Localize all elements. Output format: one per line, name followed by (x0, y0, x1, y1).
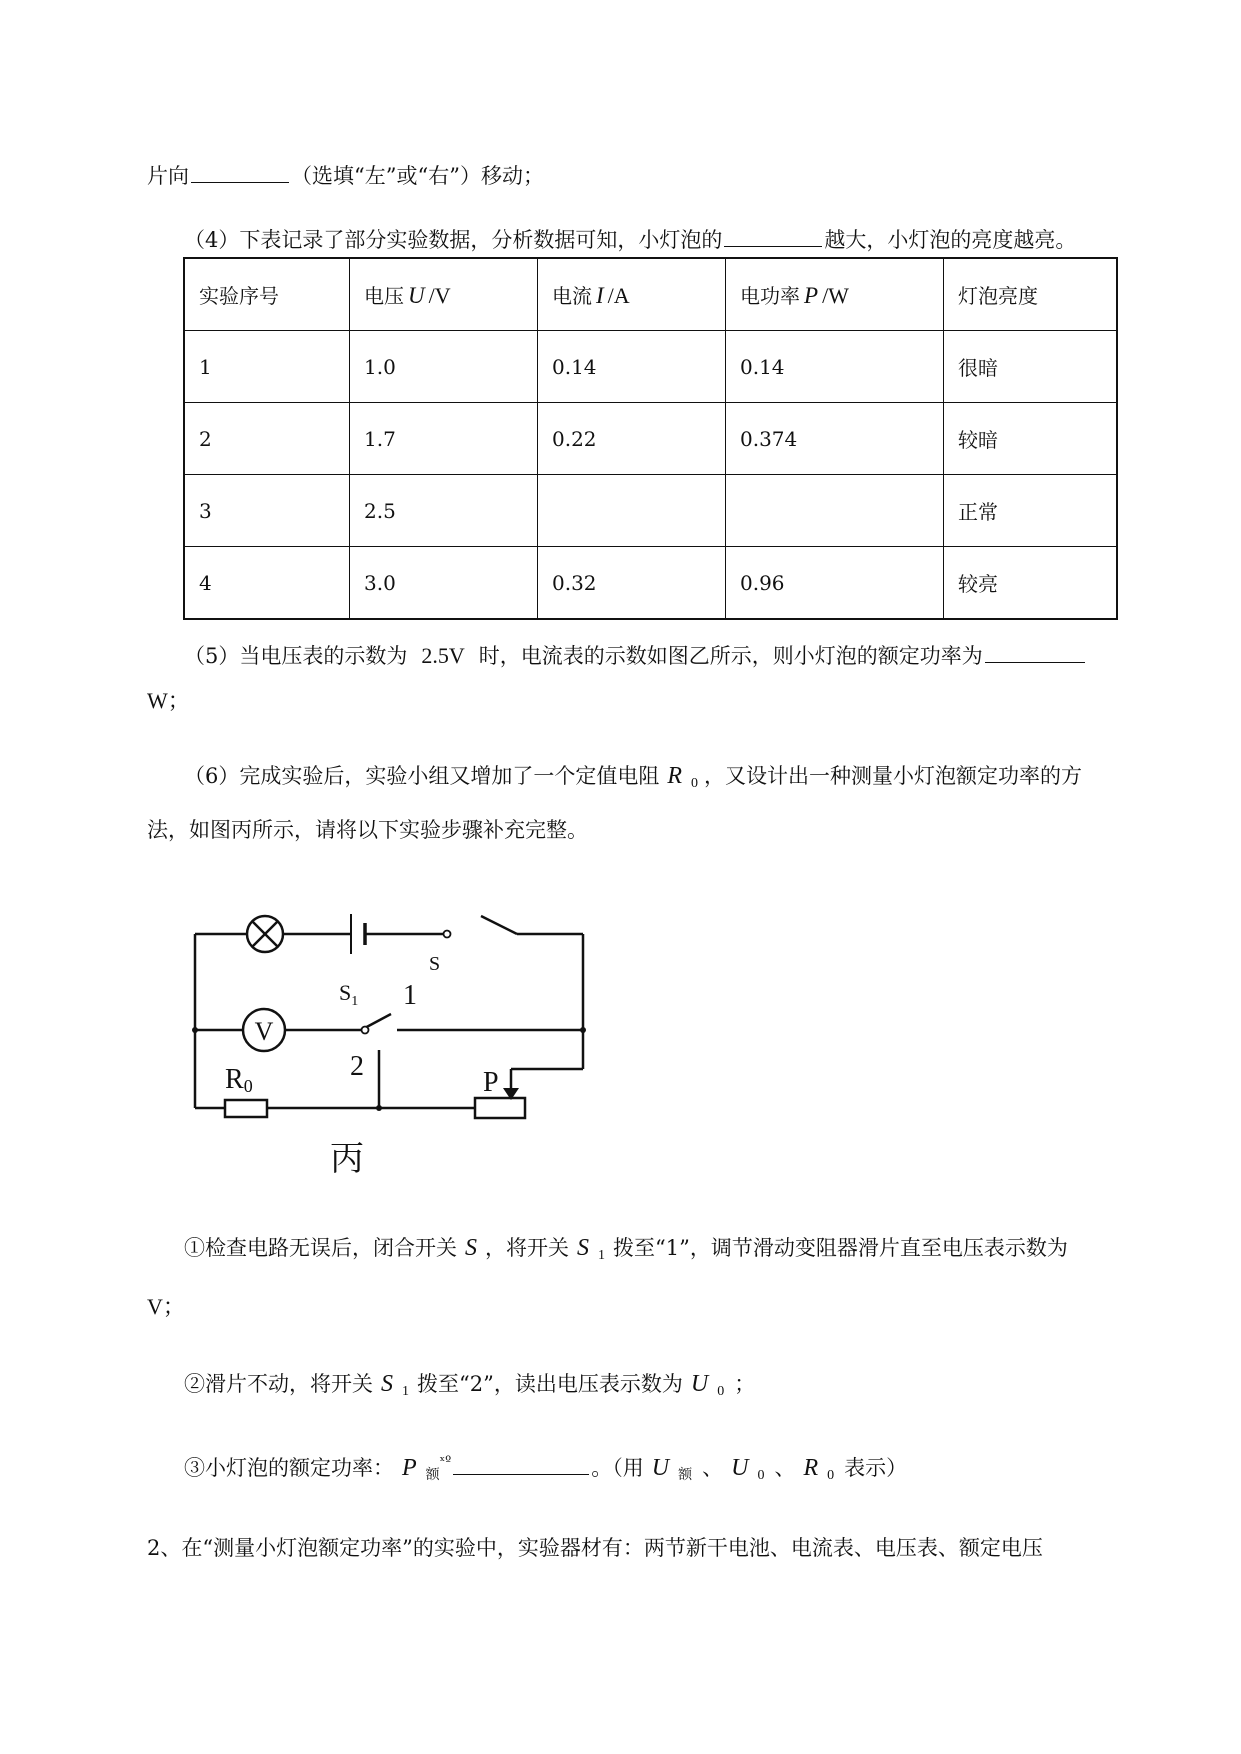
table-cell: 2 (184, 403, 350, 475)
table-cell: 0.32 (538, 547, 726, 620)
table-header-cell: 实验序号 (184, 258, 350, 331)
question-5-unit: W； (147, 688, 190, 713)
step-1-text: ①检查电路无误后，闭合开关 S ，将开关 S $_1$ 拨至“1”，调节滑动变阻器滑片直至电压表示数为 (184, 1235, 1068, 1263)
slider-p-label: P (483, 1067, 499, 1098)
table-cell: 3 (184, 475, 350, 547)
question-6-text-cont: 法，如图丙所示，请将以下实验步骤补充完整。 (147, 818, 588, 842)
switch-position-1: 1 (403, 980, 417, 1011)
table-cell: 1.0 (350, 331, 538, 403)
switch-s-label: S (429, 953, 441, 975)
table-row (184, 475, 1117, 547)
table-cell-empty[interactable] (726, 475, 944, 547)
table-row (184, 331, 1117, 403)
voltmeter-label: V (254, 1017, 274, 1046)
table-cell: 较亮 (944, 547, 1118, 620)
table-header-cell: 电功率 P /W (726, 258, 944, 331)
table-cell: 1.7 (350, 403, 538, 475)
table-cell: 正常 (944, 475, 1118, 547)
answer-blank[interactable] (724, 245, 822, 247)
table-cell: 3.0 (350, 547, 538, 620)
answer-blank[interactable] (453, 1473, 589, 1475)
answer-blank[interactable] (191, 181, 289, 183)
switch-position-2: 2 (350, 1051, 364, 1082)
table-cell: 4 (184, 547, 350, 620)
resistor-r0-label: R0 (225, 1064, 253, 1096)
table-header-cell: 电压 U /V (350, 258, 538, 331)
table-cell: 0.14 (538, 331, 726, 403)
table-cell: 0.96 (726, 547, 944, 620)
step-3-text: ③小灯泡的额定功率： P $_额^{ˣº}$ 。（用 U $_额$ 、 U $_0$ 、 R $_0$ 表示） (184, 1454, 908, 1483)
data-table (183, 257, 1118, 620)
table-cell: 很暗 (944, 331, 1118, 403)
figure-caption: 丙 (330, 1139, 364, 1179)
question-6-text: （6）完成实验后，实验小组又增加了一个定值电阻 R $_0$ ，又设计出一种测量小灯泡额定功率的方 (184, 763, 1083, 791)
table-cell: 2.5 (350, 475, 538, 547)
answer-blank[interactable] (985, 661, 1085, 663)
table-header-cell: 灯泡亮度 (944, 258, 1118, 331)
table-row (184, 547, 1117, 620)
table-cell: 较暗 (944, 403, 1118, 475)
question-5-text: （5）当电压表的示数为 2.5V 时，电流表的示数如图乙所示，则小灯泡的额定功率为 (184, 640, 1087, 670)
switch-s1-label: $S_1$ (339, 980, 359, 1009)
table-cell: 0.14 (726, 331, 944, 403)
step-2-text: ②滑片不动，将开关 S $_1$ 拨至“2”，读出电压表示数为 U $_0$ ； (184, 1371, 756, 1399)
question-2-text: 2、在“测量小灯泡额定功率”的实验中，实验器材有：两节新干电池、电流表、电压表、额定电压 (147, 1536, 1043, 1560)
question-4-text: （4）下表记录了部分实验数据，分析数据可知，小灯泡的 越大，小灯泡的亮度越亮。 (184, 228, 1077, 252)
table-row (184, 403, 1117, 475)
table-header-row (184, 258, 1117, 331)
table-cell: 0.374 (726, 403, 944, 475)
table-cell-empty[interactable] (538, 475, 726, 547)
table-header-cell: 电流 I /A (538, 258, 726, 331)
table-cell: 0.22 (538, 403, 726, 475)
table-cell: 1 (184, 331, 350, 403)
text-line-direction: 片向 （选填“左”或“右”）移动； (147, 164, 544, 188)
step-1-unit: V； (147, 1294, 185, 1319)
circuit-diagram (185, 890, 605, 1190)
